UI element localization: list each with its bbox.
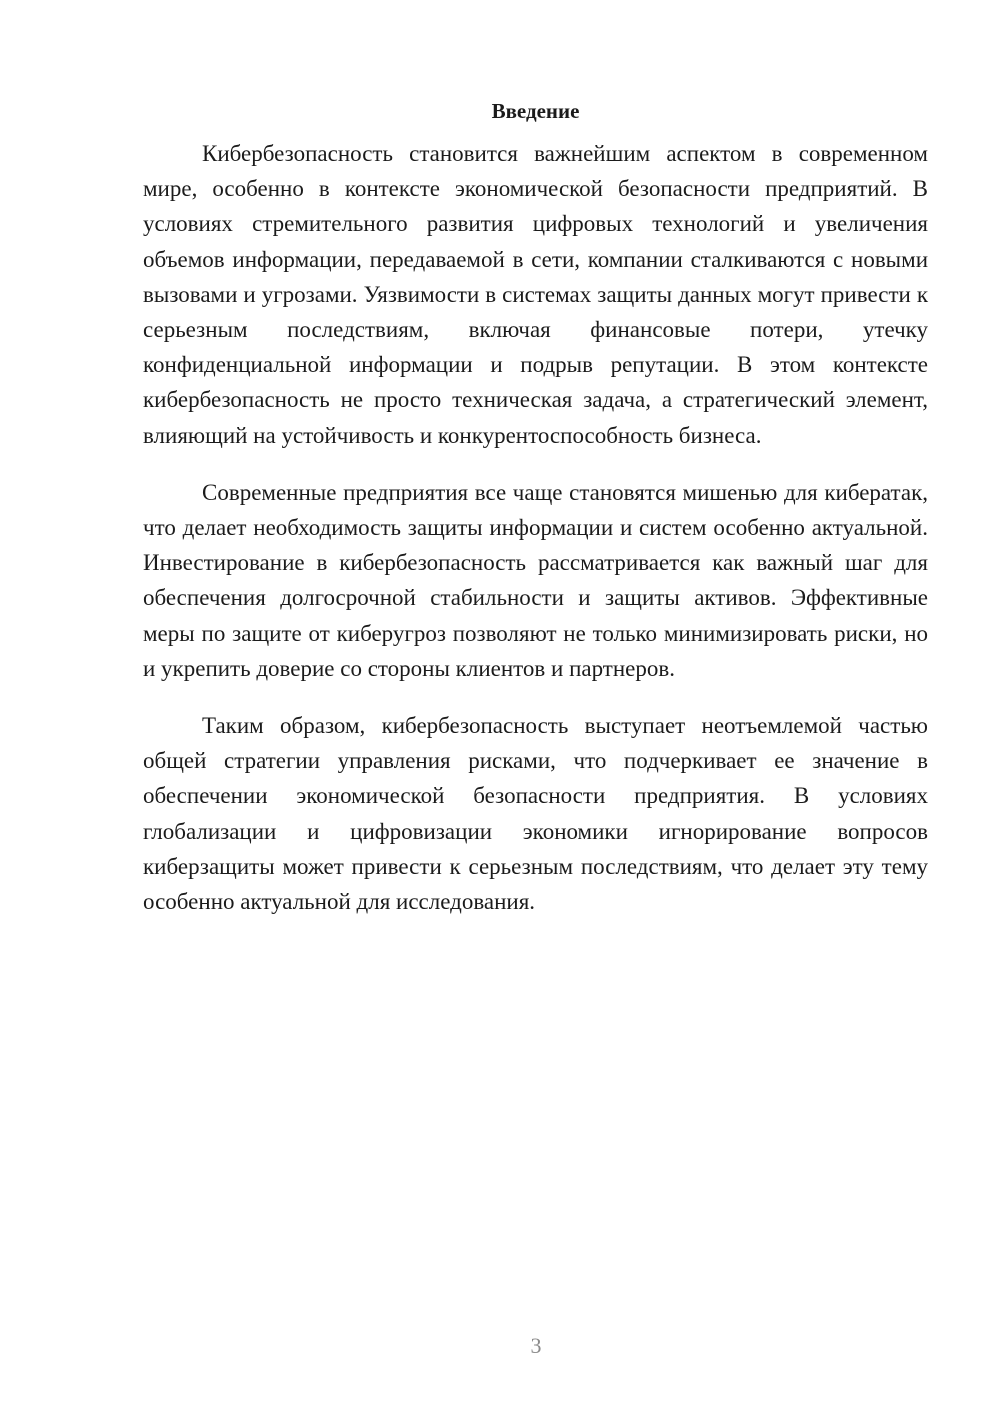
- paragraph-1: Кибербезопасность становится важнейшим аспектом в современном мире, особенно в контексте экономической безопасности предприятий. В условиях стремительного развития цифровых технологий и увеличения объемов информации, передаваемой в сети, компании сталкиваются с новыми вызовами и угрозами. Уязвимости в системах защиты данных могут привести к серьезным последствиям, включая финансовые потери, утечку конфиденциальной информации и подрыв репутации. В этом контексте кибербезопасность не просто техническая задача, а стратегический элемент, влияющий на устойчивость и конкурентоспособность бизнеса.: [143, 141, 928, 448]
- page-content: [143, 96, 928, 941]
- section-heading: Введение: [491, 99, 580, 123]
- page-number: 3: [530, 1333, 542, 1358]
- paragraph-3: Таким образом, кибербезопасность выступает неотъемлемой частью общей стратегии управления рисками, что подчеркивает ее значение в обеспечении экономической безопасности предприятия. В условиях глобализации и цифровизации экономики игнорирование вопросов киберзащиты может привести к серьезным последствиям, что делает эту тему особенно актуальной для исследования.: [143, 713, 928, 915]
- paragraph-2: Современные предприятия все чаще становятся мишенью для кибератак, что делает необходимость защиты информации и систем особенно актуальной. Инвестирование в кибербезопасность рассматривается как важный шаг для обеспечения долгосрочной стабильности и защиты активов. Эффективные меры по защите от киберугроз позволяют не только минимизировать риски, но и укрепить доверие со стороны клиентов и партнеров.: [143, 479, 928, 681]
